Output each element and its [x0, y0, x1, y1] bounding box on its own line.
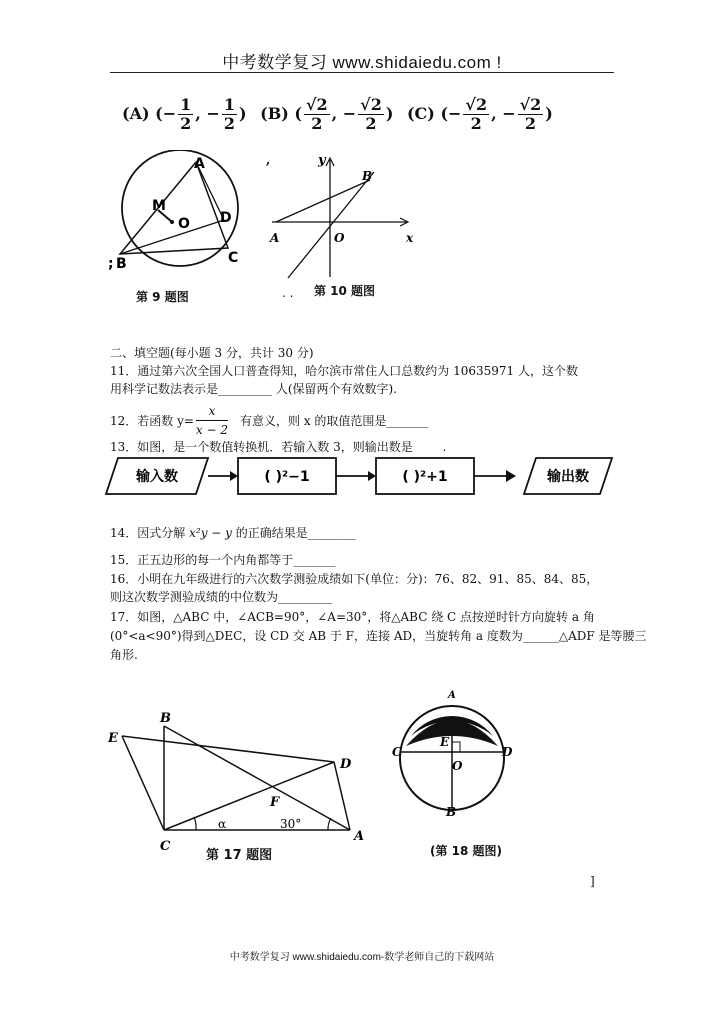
minus-sign: − [342, 104, 357, 123]
q17-line3: 角形. [110, 648, 138, 662]
paren: ( [440, 104, 449, 123]
label-b: B [160, 711, 171, 726]
label-a: A [194, 156, 205, 172]
numerator: x [196, 402, 228, 421]
answer-options [122, 96, 561, 133]
section-heading: 二、填空题(每小题 3 分，共计 30 分) [110, 346, 314, 360]
denominator: 2 [365, 114, 377, 133]
fig17-caption: 第 17 题图 [206, 848, 273, 863]
paren: ) [385, 104, 394, 123]
label-a: A [354, 829, 365, 844]
label-o: O [178, 216, 190, 232]
label-d: D [502, 745, 513, 759]
fraction [463, 96, 489, 133]
numerator: √2 [465, 95, 488, 114]
stray-bracket: ] [590, 874, 595, 888]
paren: ( [294, 104, 302, 123]
q14 [110, 524, 356, 542]
fig9-caption: 第 9 题图 [136, 290, 189, 304]
figure-9 [100, 150, 260, 300]
option-c [406, 95, 553, 133]
label-x: x [406, 231, 414, 245]
label-m: M [152, 198, 166, 214]
q12-fraction [196, 402, 228, 439]
input-label: 输入数 [136, 469, 178, 485]
q16-line1: 16．小明在九年级进行的六次数学测验成绩如下(单位：分)：76、82、91、85、84、85， [110, 572, 599, 586]
arrow-3-head [506, 470, 516, 482]
label-a: A [270, 231, 280, 245]
label-e: E [108, 731, 118, 746]
comma: , [491, 104, 497, 123]
label-o: O [452, 759, 463, 773]
fig18-caption: (第 18 题图) [430, 844, 503, 858]
q14-expression: x²y − y [189, 526, 232, 540]
fraction [178, 96, 193, 133]
segment-ec [122, 736, 164, 830]
center-point [170, 220, 174, 224]
option-a [122, 95, 252, 133]
q17-line1: 17．如图，△ABC 中，∠ACB=90°，∠A=30°，将△ABC 绕 C 点按逆时针方向旋转 a 角 [110, 610, 595, 624]
label-alpha: α [218, 817, 227, 831]
option-a-label: (A) [122, 104, 150, 123]
angle-arc-alpha [194, 817, 196, 830]
q12-suffix: 有意义，则 x 的取值范围是_______ [240, 413, 429, 428]
line-ab [276, 180, 370, 222]
label-c: C [228, 250, 239, 266]
q14-suffix: 的正确结果是________ [235, 526, 356, 540]
right-angle-mark [452, 742, 460, 752]
comma: , [331, 104, 338, 123]
label-e: E [440, 735, 450, 749]
fraction [358, 96, 384, 133]
label-c: C [160, 839, 171, 854]
figure-17 [104, 706, 374, 856]
label-a: A [448, 690, 456, 701]
label-b: B [446, 805, 457, 819]
line-through-origin [288, 172, 374, 278]
tick-mark: , [266, 153, 271, 167]
triangle-abc [120, 162, 228, 254]
label-prefix: ; [108, 256, 114, 272]
fraction [518, 96, 544, 133]
paren: ) [545, 104, 553, 123]
label-f: F [270, 795, 280, 810]
option-c-label: (C) [406, 104, 435, 123]
minus-sign: − [502, 104, 516, 123]
label-c: C [392, 745, 402, 759]
fig10-dots: . . [282, 286, 294, 300]
minus-sign: − [162, 104, 177, 123]
fig10-caption: 第 10 题图 [314, 284, 376, 298]
denominator: 2 [524, 114, 537, 133]
numerator: √2 [305, 95, 328, 114]
q16-line2: 则这次数学测验成绩的中位数为_________ [110, 590, 333, 604]
numerator: √2 [360, 95, 382, 114]
minus-sign: − [448, 104, 462, 123]
fraction [304, 96, 330, 133]
q13-text: 13．如图，是一个数值转换机．若输入数 3，则输出数是 [110, 440, 413, 454]
q11-line1: 11．通过第六次全国人口普查得知，哈尔滨市常住人口总数约为 10635971 人，这个数 [110, 364, 578, 378]
denominator: 2 [470, 114, 482, 133]
angle-arc-30 [328, 818, 331, 830]
numerator: 1 [223, 95, 235, 114]
q12-prefix: 12．若函数 y= [110, 413, 194, 428]
numerator: √2 [519, 95, 542, 114]
option-b [260, 95, 399, 133]
segment-da [334, 762, 350, 830]
minus-sign: − [206, 104, 220, 123]
arrow-2-head [368, 471, 376, 481]
denominator: 2 [223, 114, 235, 133]
comma: , [195, 104, 201, 123]
fraction [222, 96, 237, 133]
output-label: 输出数 [547, 469, 589, 485]
denominator: 2 [180, 114, 192, 133]
page-header: 中考数学复习 www.shidaiedu.com ! [222, 53, 502, 72]
label-d: D [340, 757, 352, 772]
label-o: O [334, 231, 345, 245]
segment-ed [122, 736, 334, 762]
q11-line2: 用科学记数法表示是_________ 人(保留两个有效数字). [110, 382, 397, 396]
figure-10 [262, 152, 432, 282]
q12 [110, 402, 428, 439]
option-b-label: (B) [260, 104, 289, 123]
numerator: 1 [180, 95, 192, 114]
label-b: B [116, 256, 127, 272]
label-30-degrees: 30° [280, 817, 302, 831]
header-rule [110, 72, 614, 73]
segment-cd [164, 762, 334, 830]
denominator: 2 [311, 114, 323, 133]
paren: ( [155, 104, 163, 123]
arrow-1-head [230, 471, 238, 481]
segment-ab [164, 726, 350, 830]
flowchart [104, 454, 616, 498]
label-y: y [318, 153, 326, 168]
label-d: D [220, 210, 232, 226]
step2-label: ( )²+1 [402, 469, 448, 485]
q17-line2: (0°<a<90°)得到△DEC，设 CD 交 AB 于 F，连接 AD，当旋转角 a 度数为______△ADF 是等腰三 [110, 629, 647, 643]
step1-label: ( )²−1 [264, 469, 310, 485]
figure-18 [390, 688, 520, 828]
label-b: B [362, 169, 373, 183]
page-footer: 中考数学复习 www.shidaiedu.com-数学老师自己的下载网站 [229, 952, 495, 963]
q14-prefix: 14．因式分解 [110, 526, 186, 540]
q15: 15．正五边形的每一个内角都等于_______ [110, 553, 336, 567]
q13-tail: . [442, 440, 447, 454]
denominator: x − 2 [195, 423, 229, 437]
paren: ) [238, 104, 247, 123]
